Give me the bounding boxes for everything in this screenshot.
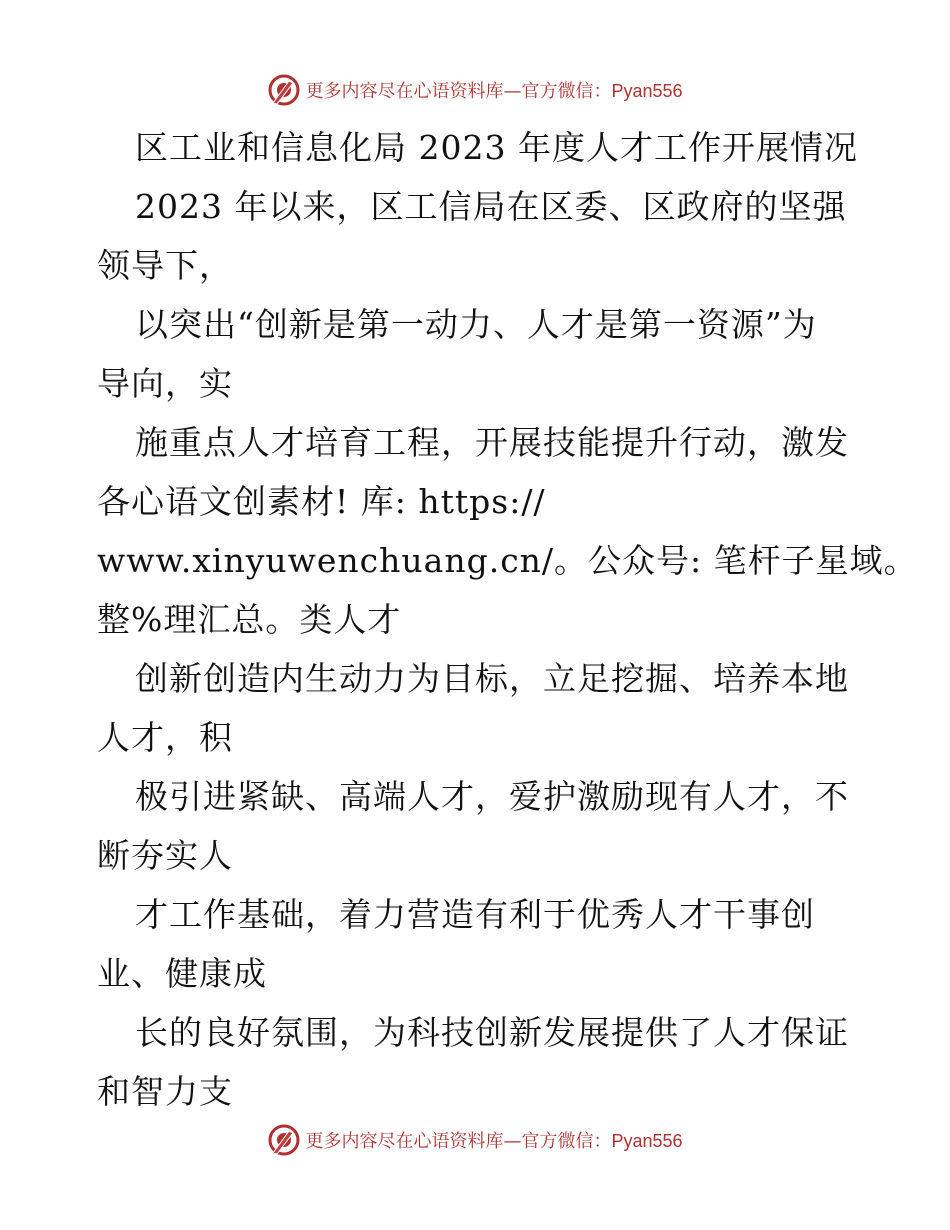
footer-banner xyxy=(0,1120,950,1160)
document-body xyxy=(97,118,918,1121)
quill-seal-icon xyxy=(267,73,301,107)
banner-label-text: 更多内容尽在心语资料库—官方微信： xyxy=(305,81,612,102)
text-line: 断夯实人 xyxy=(97,836,233,875)
text-line: 领导下， xyxy=(97,246,233,285)
banner-label-text: 更多内容尽在心语资料库—官方微信： xyxy=(305,1131,612,1152)
text-line: 区工业和信息化局 2023 年度人才工作开展情况 xyxy=(135,128,858,167)
wechat-handle: Pyan556 xyxy=(611,81,683,101)
text-line: 业、健康成 xyxy=(97,954,267,993)
text-line: 和智力支 xyxy=(97,1072,233,1111)
text-line: 创新创造内生动力为目标，立足挖掘、培养本地 xyxy=(135,659,849,698)
text-line: 人才，积 xyxy=(97,718,233,757)
banner-label xyxy=(305,1127,682,1153)
text-line: 长的良好氛围，为科技创新发展提供了人才保证 xyxy=(135,1013,849,1052)
text-line: 导向，实 xyxy=(97,364,233,403)
text-line: www.xinyuwenchuang.cn/。公众号: 笔杆子星域。 xyxy=(97,541,918,580)
quill-seal-icon xyxy=(267,1123,301,1157)
banner-label xyxy=(305,77,682,103)
text-line: 各心语文创素材! 库: https:// xyxy=(97,482,546,521)
text-line: 以突出“创新是第一动力、人才是第一资源”为 xyxy=(135,305,817,344)
text-line: 极引进紧缺、高端人才，爱护激励现有人才，不 xyxy=(135,777,849,816)
wechat-handle: Pyan556 xyxy=(611,1131,683,1151)
text-line: 施重点人才培育工程，开展技能提升行动，激发 xyxy=(135,423,849,462)
text-line: 2023 年以来，区工信局在区委、区政府的坚强 xyxy=(135,187,847,226)
header-banner xyxy=(0,70,950,110)
text-line: 整%理汇总。类人才 xyxy=(97,600,402,639)
text-line: 才工作基础，着力营造有利于优秀人才干事创 xyxy=(135,895,815,934)
